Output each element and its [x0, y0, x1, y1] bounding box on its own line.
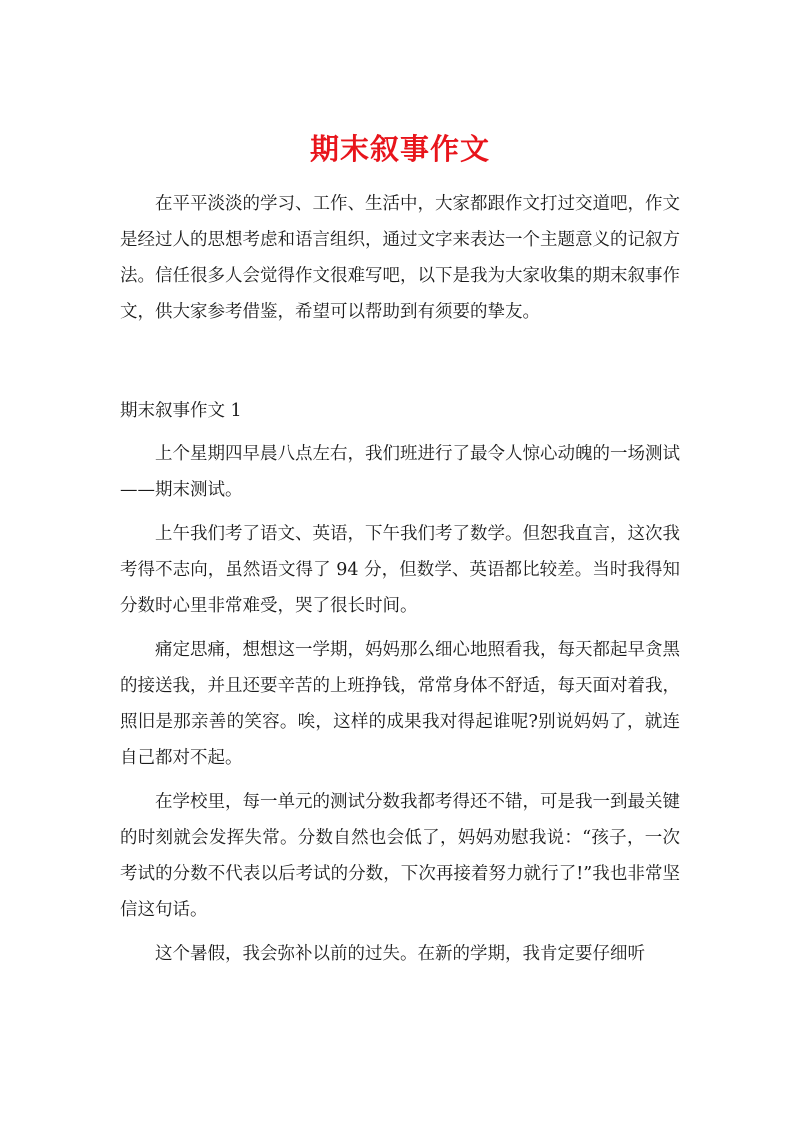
section-heading: 期末叙事作文 1 [120, 401, 242, 421]
essay-paragraph: 这个暑假，我会弥补以前的过失。在新的学期，我肯定要仔细听 [155, 944, 645, 964]
essay-paragraph: 上午我们考了语文、英语，下午我们考了数学。但恕我直言，这次我考得不志向，虽然语文得了 94 分，但数学、英语都比较差。当时我得知分数时心里非常难受，哭了很长时间。 [120, 524, 680, 616]
essay-paragraph: 痛定思痛，想想这一学期，妈妈那么细心地照看我，每天都起早贪黑的接送我，并且还要辛苦的上班挣钱，常常身体不舒适，每天面对着我，照旧是那亲善的笑容。唉，这样的成果我对得起谁呢?别说妈妈了，就连自己都对不起。 [120, 640, 680, 768]
intro-paragraph: 在平平淡淡的学习、工作、生活中，大家都跟作文打过交道吧，作文是经过人的思想考虑和语言组织，通过文字来表达一个主题意义的记叙方法。信任很多人会觉得作文很难写吧，以下是我为大家收集的期末叙事作文，供大家参考借鉴，希望可以帮助到有须要的挚友。 [120, 194, 680, 322]
essay-paragraph: 上个星期四早晨八点左右，我们班进行了最令人惊心动魄的一场测试——期末测试。 [120, 444, 680, 500]
document-title: 期末叙事作文 [309, 132, 490, 167]
intro-section [120, 186, 680, 330]
essay-body [120, 436, 680, 980]
essay-paragraph: 在学校里，每一单元的测试分数我都考得还不错，可是我一到最关键的时刻就会发挥失常。分数自然也会低了，妈妈劝慰我说：“孩子，一次考试的分数不代表以后考试的分数，下次再接着努力就行了!”我也非常坚信这句话。 [120, 792, 680, 920]
